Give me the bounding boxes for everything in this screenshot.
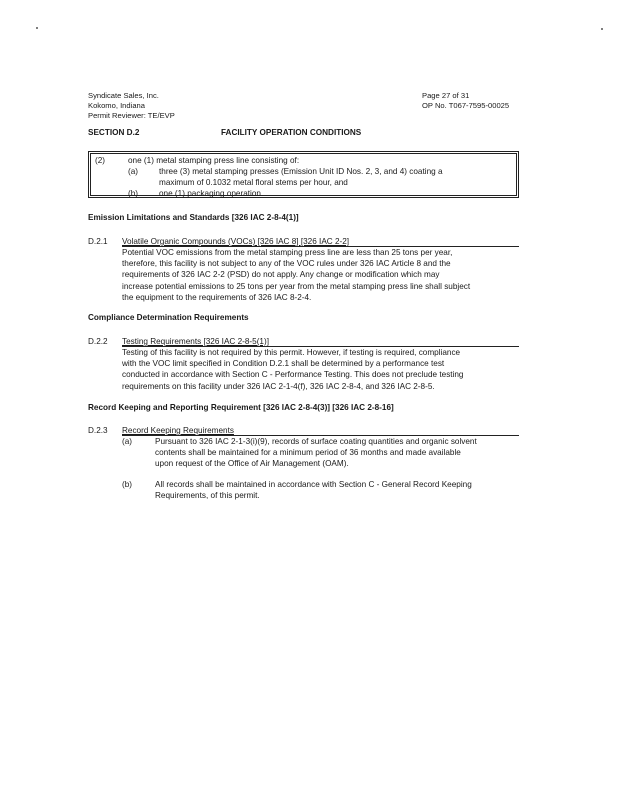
d23-a-line: contents shall be maintained for a minimum period of 36 months and made available	[155, 448, 461, 458]
d23-a-paragraph	[155, 436, 525, 470]
company-name: Syndicate Sales, Inc.	[88, 91, 159, 100]
company-location: Kokomo, Indiana	[88, 101, 145, 110]
d21-line: Potential VOC emissions from the metal stamping press line are less than 25 tons per year,	[122, 248, 453, 257]
d22-line: with the VOC limit specified in Condition D.2.1 shall be determined by a performance test	[122, 359, 445, 369]
d22-paragraph	[122, 347, 522, 392]
d23-title: Record Keeping Requirements	[122, 426, 234, 435]
facility-sub-a-line1: three (3) metal stamping presses (Emission Unit ID Nos. 2, 3, and 4) coating a	[159, 167, 443, 176]
d23-a-line: upon request of the Office of Air Management (OAM).	[155, 459, 349, 469]
facility-sub-b-text: one (1) packaging operation.	[159, 189, 264, 198]
facility-item-label: (2)	[95, 156, 106, 165]
d21-paragraph	[122, 247, 522, 303]
d22-number: D.2.2	[88, 337, 108, 346]
d21-line: therefore, this facility is not subject to any of the VOC rules under 326 IAC Article 8 and the	[122, 259, 451, 269]
op-number: OP No. T067-7595-00025	[422, 101, 510, 110]
scan-speck	[601, 28, 603, 30]
facility-sub-a-label: (a)	[128, 167, 139, 176]
d22-line: requirements on this facility under 326 IAC 2-1-4(f), 326 IAC 2-8-4, and 326 IAC 2-8-5.	[122, 381, 435, 391]
d23-number: D.2.3	[88, 426, 108, 435]
facility-sub-a-line2: maximum of 0.1032 metal floral stems per hour, and	[159, 178, 348, 187]
d23-a-line: Pursuant to 326 IAC 2-1-3(i)(9), records of surface coating quantities and organic solvent	[155, 437, 477, 446]
page-number: Page 27 of 31	[422, 91, 470, 100]
d22-line: Testing of this facility is not required by this permit. However, if testing is required, compliance	[122, 348, 461, 357]
header-right	[422, 91, 509, 111]
d21-line: the equipment to the requirements of 326 IAC 8-2-4.	[122, 292, 312, 302]
d23-b-line: Requirements, of this permit.	[155, 491, 260, 501]
scan-speck	[36, 27, 38, 29]
d22-line: conducted in accordance with Section C - Performance Testing. This does not preclude testing	[122, 370, 464, 380]
d21-line: requirements of 326 IAC 2-2 (PSD) do not apply. Any change or modification which may	[122, 270, 440, 280]
d21-number: D.2.1	[88, 237, 108, 246]
d23-a-label: (a)	[122, 437, 133, 446]
d21-line: increase potential emissions to 25 tons per year from the metal stamping press line shall subject	[122, 281, 471, 291]
header-left	[88, 91, 175, 121]
d23-b-paragraph	[155, 479, 525, 501]
d23-b-line: All records shall be maintained in accordance with Section C - General Record Keeping	[155, 480, 472, 489]
facility-item-text: one (1) metal stamping press line consisting of:	[128, 156, 300, 165]
facility-sub-b-label: (b)	[128, 189, 139, 198]
record-heading: Record Keeping and Reporting Requirement [326 IAC 2-8-4(3)] [326 IAC 2-8-16]	[88, 403, 394, 412]
emission-heading: Emission Limitations and Standards [326 IAC 2-8-4(1)]	[88, 213, 299, 222]
d23-b-label: (b)	[122, 480, 133, 489]
permit-reviewer: Permit Reviewer: TE/EVP	[88, 111, 175, 120]
compliance-heading: Compliance Determination Requirements	[88, 313, 249, 322]
d21-title: Volatile Organic Compounds (VOCs) [326 IAC 8] [326 IAC 2-2]	[122, 237, 350, 246]
d22-title: Testing Requirements [326 IAC 2-8-5(1)]	[122, 337, 269, 346]
section-title: FACILITY OPERATION CONDITIONS	[221, 128, 362, 137]
section-label: SECTION D.2	[88, 128, 140, 137]
